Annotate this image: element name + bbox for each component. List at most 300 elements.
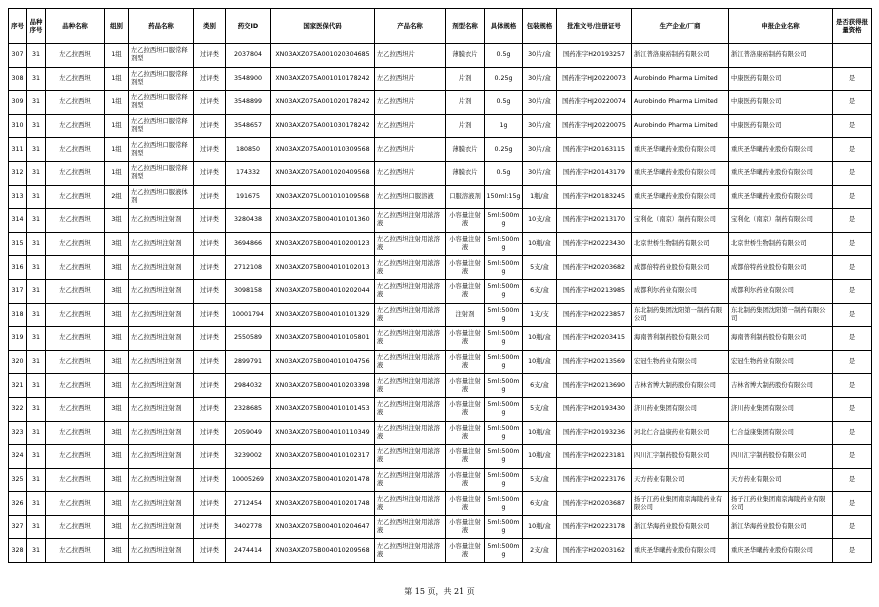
table-cell: 片剂 — [446, 91, 485, 115]
table-row — [9, 138, 872, 162]
table-cell: 30片/盒 — [523, 67, 557, 91]
table-cell: 5ml:500mg — [485, 256, 523, 280]
table-cell: 左乙拉西坦注射剂 — [129, 232, 194, 256]
table-cell: 10瓶/盒 — [523, 515, 557, 539]
table-cell: 325 — [9, 468, 27, 492]
table-cell: 5ml:500mg — [485, 374, 523, 398]
table-row — [9, 256, 872, 280]
table-cell: 国药准字H20213170 — [557, 209, 632, 233]
table-cell: 3098158 — [226, 279, 271, 303]
table-cell: 3239002 — [226, 445, 271, 469]
table-cell: 左乙拉西坦口服常释剂型 — [129, 67, 194, 91]
table-cell: 左乙拉西坦注射用浓溶液 — [375, 279, 446, 303]
table-cell: 左乙拉西坦 — [46, 421, 105, 445]
table-cell: 左乙拉西坦 — [46, 350, 105, 374]
table-cell: 中康医药有限公司 — [729, 91, 833, 115]
table-cell: 31 — [27, 468, 46, 492]
table-cell: XN03AXZ075B004010200123 — [271, 232, 375, 256]
table-cell: 5支/盒 — [523, 468, 557, 492]
table-cell: 0.5g — [485, 161, 523, 185]
table-cell: 5ml:500mg — [485, 397, 523, 421]
table-cell: XN03AXZ075B004010101360 — [271, 209, 375, 233]
table-cell: 309 — [9, 91, 27, 115]
table-cell: 31 — [27, 445, 46, 469]
table-cell: 5ml:500mg — [485, 209, 523, 233]
column-header: 组别 — [105, 9, 129, 44]
table-cell: 5ml:500mg — [485, 232, 523, 256]
table-cell: 国药准字H20143179 — [557, 161, 632, 185]
column-header: 剂型名称 — [446, 9, 485, 44]
table-cell: 30片/盒 — [523, 161, 557, 185]
table-cell: 扬子江药业集团南京海陵药业有限公司 — [632, 492, 729, 516]
table-cell: 31 — [27, 374, 46, 398]
table-cell: 1组 — [105, 161, 129, 185]
table-cell: XN03AXZ075B004010202044 — [271, 279, 375, 303]
table-cell: 31 — [27, 161, 46, 185]
table-cell: 成都倍特药业股份有限公司 — [632, 256, 729, 280]
table-cell: 314 — [9, 209, 27, 233]
table-cell: 左乙拉西坦 — [46, 303, 105, 327]
table-cell: 过评类 — [194, 256, 226, 280]
column-header: 批准文号/注册证号 — [557, 9, 632, 44]
table-cell: 31 — [27, 138, 46, 162]
table-cell: 国药准字H20203687 — [557, 492, 632, 516]
table-cell: 6支/盒 — [523, 279, 557, 303]
table-cell: 过评类 — [194, 232, 226, 256]
table-row — [9, 515, 872, 539]
table-cell: 31 — [27, 303, 46, 327]
table-cell: 308 — [9, 67, 27, 91]
table-cell: 左乙拉西坦片 — [375, 138, 446, 162]
table-cell: 3组 — [105, 374, 129, 398]
table-cell: 3组 — [105, 350, 129, 374]
table-cell: XN03AXZ075B004010204647 — [271, 515, 375, 539]
table-cell: 浙江普洛康裕制药有限公司 — [632, 44, 729, 68]
table-cell: 左乙拉西坦片 — [375, 114, 446, 138]
table-cell: 5ml:500mg — [485, 350, 523, 374]
table-cell: 左乙拉西坦注射用浓溶液 — [375, 303, 446, 327]
table-cell: 1支/支 — [523, 303, 557, 327]
table-header — [9, 9, 872, 44]
table-row — [9, 91, 872, 115]
page-footer: 第 15 页，共 21 页 — [404, 587, 475, 596]
table-cell: 吉林省博大制药股份有限公司 — [729, 374, 833, 398]
table-cell: 是 — [833, 91, 872, 115]
table-cell: 成都利尔药业有限公司 — [632, 279, 729, 303]
table-cell: XN03AXZ075B004010101453 — [271, 397, 375, 421]
table-cell: Aurobindo Pharma Limited — [632, 91, 729, 115]
table-cell: 小容量注射液 — [446, 492, 485, 516]
table-cell: 仁合益康集团有限公司 — [729, 421, 833, 445]
table-cell: 2712108 — [226, 256, 271, 280]
table-cell: 小容量注射液 — [446, 374, 485, 398]
table-cell: 3280438 — [226, 209, 271, 233]
table-cell: 左乙拉西坦口服溶液 — [375, 185, 446, 209]
table-cell: 31 — [27, 279, 46, 303]
column-header: 类别 — [194, 9, 226, 44]
table-cell: 中康医药有限公司 — [729, 114, 833, 138]
table-cell: 口服溶液剂 — [446, 185, 485, 209]
table-cell: 国药准字H20203415 — [557, 327, 632, 351]
table-cell: 是 — [833, 350, 872, 374]
column-header: 产品名称 — [375, 9, 446, 44]
column-header: 品种名称 — [46, 9, 105, 44]
table-cell: 2037804 — [226, 44, 271, 68]
table-cell: 左乙拉西坦注射用浓溶液 — [375, 539, 446, 563]
table-cell: 31 — [27, 539, 46, 563]
table-cell: 小容量注射液 — [446, 350, 485, 374]
table-cell: 5ml:500mg — [485, 279, 523, 303]
table-cell: 是 — [833, 397, 872, 421]
table-cell: 薄膜衣片 — [446, 138, 485, 162]
table-cell: 左乙拉西坦 — [46, 468, 105, 492]
table-cell: 左乙拉西坦注射剂 — [129, 303, 194, 327]
table-cell: 过评类 — [194, 397, 226, 421]
table-cell: 过评类 — [194, 67, 226, 91]
column-header: 申报企业名称 — [729, 9, 833, 44]
table-cell: 3组 — [105, 492, 129, 516]
table-cell: 3组 — [105, 209, 129, 233]
table-cell: 国药准字H20163115 — [557, 138, 632, 162]
table-cell: 3组 — [105, 421, 129, 445]
table-cell: 左乙拉西坦注射剂 — [129, 256, 194, 280]
table-cell: 左乙拉西坦注射用浓溶液 — [375, 421, 446, 445]
column-header: 序号 — [9, 9, 27, 44]
table-cell: XN03AXZ075B004010209568 — [271, 539, 375, 563]
table-cell: 成都利尔药业有限公司 — [729, 279, 833, 303]
table-cell: 过评类 — [194, 44, 226, 68]
table-cell: 左乙拉西坦口服液体剂 — [129, 185, 194, 209]
table-cell: 小容量注射液 — [446, 327, 485, 351]
table-cell: 5ml:500mg — [485, 327, 523, 351]
table-cell: 左乙拉西坦注射用浓溶液 — [375, 468, 446, 492]
table-cell: 311 — [9, 138, 27, 162]
table-cell: 3组 — [105, 515, 129, 539]
table-cell: XN03AXZ075B004010101329 — [271, 303, 375, 327]
table-cell: 宏冠生物药业有限公司 — [632, 350, 729, 374]
table-cell: 国药准字H20203162 — [557, 539, 632, 563]
table-cell: 小容量注射液 — [446, 397, 485, 421]
header-row — [9, 9, 872, 44]
table-cell: 5支/盒 — [523, 397, 557, 421]
table-cell: 180850 — [226, 138, 271, 162]
table-row — [9, 350, 872, 374]
table-cell: 3组 — [105, 327, 129, 351]
table-cell: 左乙拉西坦 — [46, 161, 105, 185]
table-cell: XN03AXZ075L001010109568 — [271, 185, 375, 209]
table-cell: 左乙拉西坦注射用浓溶液 — [375, 327, 446, 351]
table-cell: Aurobindo Pharma Limited — [632, 114, 729, 138]
table-cell: 5ml:500mg — [485, 468, 523, 492]
table-cell: 1组 — [105, 114, 129, 138]
table-cell: 国药准字HJ20220074 — [557, 91, 632, 115]
table-cell: 2984032 — [226, 374, 271, 398]
column-header: 药品名称 — [129, 9, 194, 44]
table-cell: 左乙拉西坦 — [46, 138, 105, 162]
table-cell: 是 — [833, 374, 872, 398]
table-cell: 323 — [9, 421, 27, 445]
table-cell: 左乙拉西坦注射剂 — [129, 445, 194, 469]
table-cell: 10瓶/盒 — [523, 232, 557, 256]
table-cell: 1组 — [105, 91, 129, 115]
table-cell: 6支/盒 — [523, 492, 557, 516]
table-cell: 济川药业集团有限公司 — [729, 397, 833, 421]
table-cell: 是 — [833, 492, 872, 516]
table-cell: 31 — [27, 67, 46, 91]
table-row — [9, 67, 872, 91]
table-cell: 321 — [9, 374, 27, 398]
table-cell: 天方药业有限公司 — [729, 468, 833, 492]
table-cell: 扬子江药业集团南京海陵药业有限公司 — [729, 492, 833, 516]
table-row — [9, 161, 872, 185]
table-cell: 326 — [9, 492, 27, 516]
table-cell: 国药准字H20193430 — [557, 397, 632, 421]
table-row — [9, 539, 872, 563]
table-cell: XN03AXZ075A001020304685 — [271, 44, 375, 68]
table-cell: 31 — [27, 232, 46, 256]
table-cell: 小容量注射液 — [446, 421, 485, 445]
table-cell: 3组 — [105, 256, 129, 280]
table-cell: 317 — [9, 279, 27, 303]
table-cell: 1瓶/盒 — [523, 185, 557, 209]
table-cell: 海南普利制药股份有限公司 — [632, 327, 729, 351]
table-cell: 左乙拉西坦注射剂 — [129, 492, 194, 516]
table-cell: 左乙拉西坦注射用浓溶液 — [375, 256, 446, 280]
column-header: 是否获得报量资格 — [833, 9, 872, 44]
table-cell: 328 — [9, 539, 27, 563]
table-cell: 左乙拉西坦注射用浓溶液 — [375, 350, 446, 374]
table-cell: 左乙拉西坦片 — [375, 161, 446, 185]
table-cell: 327 — [9, 515, 27, 539]
table-cell: 10瓶/盒 — [523, 445, 557, 469]
table-cell: 宝利化（南京）制药有限公司 — [632, 209, 729, 233]
table-cell: 31 — [27, 350, 46, 374]
table-cell: 过评类 — [194, 185, 226, 209]
table-row — [9, 114, 872, 138]
table-cell: 国药准字H20193236 — [557, 421, 632, 445]
table-cell: 3548899 — [226, 91, 271, 115]
table-cell: 174332 — [226, 161, 271, 185]
table-cell: 左乙拉西坦注射剂 — [129, 279, 194, 303]
table-cell: 左乙拉西坦口服常释剂型 — [129, 44, 194, 68]
table-cell: 四川汇宇制药股份有限公司 — [729, 445, 833, 469]
table-cell: XN03AXZ075B004010102013 — [271, 256, 375, 280]
table-row — [9, 44, 872, 68]
table-cell: XN03AXZ075A001020409568 — [271, 161, 375, 185]
table-cell: 宏冠生物药业有限公司 — [729, 350, 833, 374]
table-cell: 3548900 — [226, 67, 271, 91]
table-cell: 30片/盒 — [523, 44, 557, 68]
table-cell: 0.5g — [485, 44, 523, 68]
table-cell: 宝利化（南京）制药有限公司 — [729, 209, 833, 233]
table-cell: 过评类 — [194, 374, 226, 398]
table-cell: 31 — [27, 492, 46, 516]
table-cell: 是 — [833, 468, 872, 492]
table-cell: 3548657 — [226, 114, 271, 138]
table-cell: 左乙拉西坦注射用浓溶液 — [375, 492, 446, 516]
table-cell: 是 — [833, 185, 872, 209]
table-cell: 左乙拉西坦 — [46, 279, 105, 303]
table-cell: 小容量注射液 — [446, 232, 485, 256]
table-cell: 左乙拉西坦注射用浓溶液 — [375, 374, 446, 398]
table-cell: 左乙拉西坦 — [46, 515, 105, 539]
table-cell: 过评类 — [194, 138, 226, 162]
table-cell: 浙江华海药业股份有限公司 — [729, 515, 833, 539]
table-cell: 左乙拉西坦注射剂 — [129, 374, 194, 398]
table-cell: 中康医药有限公司 — [729, 67, 833, 91]
table-cell: 是 — [833, 138, 872, 162]
table-cell — [833, 44, 872, 68]
table-cell: 3402778 — [226, 515, 271, 539]
table-cell: 国药准字H20223176 — [557, 468, 632, 492]
table-cell: XN03AXZ075B004010110349 — [271, 421, 375, 445]
table-cell: 左乙拉西坦注射剂 — [129, 515, 194, 539]
table-cell: 10瓶/盒 — [523, 350, 557, 374]
table-cell: 1组 — [105, 138, 129, 162]
table-cell: 过评类 — [194, 161, 226, 185]
table-cell: 左乙拉西坦片 — [375, 44, 446, 68]
table-cell: 国药准字H20223430 — [557, 232, 632, 256]
table-cell: 左乙拉西坦注射剂 — [129, 539, 194, 563]
table-cell: 东北制药集团沈阳第一制药有限公司 — [632, 303, 729, 327]
table-cell: 2474414 — [226, 539, 271, 563]
table-cell: 3694866 — [226, 232, 271, 256]
table-cell: 10支/盒 — [523, 209, 557, 233]
table-cell: 左乙拉西坦 — [46, 114, 105, 138]
table-cell: 316 — [9, 256, 27, 280]
table-cell: 左乙拉西坦注射剂 — [129, 350, 194, 374]
table-cell: 左乙拉西坦 — [46, 67, 105, 91]
table-cell: 重庆圣华曦药业股份有限公司 — [729, 161, 833, 185]
table-row — [9, 445, 872, 469]
table-cell: 2组 — [105, 185, 129, 209]
table-cell: XN03AXZ075B004010104756 — [271, 350, 375, 374]
table-cell: 左乙拉西坦 — [46, 232, 105, 256]
table-cell: 319 — [9, 327, 27, 351]
table-cell: 浙江普洛康裕制药有限公司 — [729, 44, 833, 68]
table-cell: 10001794 — [226, 303, 271, 327]
table-cell: 2328685 — [226, 397, 271, 421]
table-cell: 5支/盒 — [523, 256, 557, 280]
column-header: 具体规格 — [485, 9, 523, 44]
table-cell: 左乙拉西坦口服常释剂型 — [129, 114, 194, 138]
table-cell: 是 — [833, 539, 872, 563]
table-row — [9, 185, 872, 209]
table-cell: XN03AXZ075B004010203398 — [271, 374, 375, 398]
table-cell: 3组 — [105, 303, 129, 327]
table-cell: 左乙拉西坦口服常释剂型 — [129, 91, 194, 115]
table-cell: 重庆圣华曦药业股份有限公司 — [632, 539, 729, 563]
table-cell: 过评类 — [194, 468, 226, 492]
table-cell: 过评类 — [194, 350, 226, 374]
table-cell: 320 — [9, 350, 27, 374]
table-cell: 是 — [833, 445, 872, 469]
table-cell: 小容量注射液 — [446, 279, 485, 303]
table-cell: 3组 — [105, 539, 129, 563]
table-cell: 31 — [27, 515, 46, 539]
table-cell: 左乙拉西坦 — [46, 256, 105, 280]
table-cell: 过评类 — [194, 539, 226, 563]
table-cell: XN03AXZ075A001020178242 — [271, 91, 375, 115]
table-cell: 3组 — [105, 279, 129, 303]
table-cell: 324 — [9, 445, 27, 469]
table-cell: 是 — [833, 515, 872, 539]
table-cell: 5ml:500mg — [485, 421, 523, 445]
table-cell: 5ml:500mg — [485, 492, 523, 516]
table-cell: 0.25g — [485, 67, 523, 91]
table-row — [9, 279, 872, 303]
table-cell: 313 — [9, 185, 27, 209]
table-row — [9, 397, 872, 421]
table-cell: 150ml:15g — [485, 185, 523, 209]
table-cell: 1组 — [105, 44, 129, 68]
table-cell: 过评类 — [194, 515, 226, 539]
table-cell: 左乙拉西坦注射剂 — [129, 421, 194, 445]
table-cell: 左乙拉西坦 — [46, 445, 105, 469]
table-cell: 过评类 — [194, 445, 226, 469]
table-cell: 过评类 — [194, 91, 226, 115]
column-header: 药交ID — [226, 9, 271, 44]
table-row — [9, 374, 872, 398]
table-cell: 1g — [485, 114, 523, 138]
table-cell: 海南普利制药股份有限公司 — [729, 327, 833, 351]
table-cell: 10瓶/盒 — [523, 421, 557, 445]
table-cell: 31 — [27, 256, 46, 280]
table-cell: 北京世桥生物制药有限公司 — [632, 232, 729, 256]
table-cell: 过评类 — [194, 492, 226, 516]
table-cell: 是 — [833, 303, 872, 327]
column-header: 品种序号 — [27, 9, 46, 44]
table-cell: 是 — [833, 256, 872, 280]
table-cell: 左乙拉西坦注射剂 — [129, 327, 194, 351]
table-cell: 左乙拉西坦 — [46, 539, 105, 563]
table-body — [9, 44, 872, 563]
table-cell: 左乙拉西坦 — [46, 492, 105, 516]
table-cell: 济川药业集团有限公司 — [632, 397, 729, 421]
table-cell: XN03AXZ075A001010178242 — [271, 67, 375, 91]
table-cell: 左乙拉西坦片 — [375, 67, 446, 91]
table-cell: 左乙拉西坦 — [46, 327, 105, 351]
table-cell: 国药准字H20183245 — [557, 185, 632, 209]
table-cell: 薄膜衣片 — [446, 161, 485, 185]
table-cell: 国药准字H20213690 — [557, 374, 632, 398]
table-cell: 6支/盒 — [523, 374, 557, 398]
table-cell: 薄膜衣片 — [446, 44, 485, 68]
table-row — [9, 327, 872, 351]
table-cell: 3组 — [105, 232, 129, 256]
table-cell: 1组 — [105, 67, 129, 91]
table-cell: 国药准字HJ20220075 — [557, 114, 632, 138]
table-cell: 左乙拉西坦注射用浓溶液 — [375, 445, 446, 469]
table-row — [9, 492, 872, 516]
table-cell: 重庆圣华曦药业股份有限公司 — [632, 138, 729, 162]
table-cell: 3组 — [105, 468, 129, 492]
table-cell: 过评类 — [194, 421, 226, 445]
table-row — [9, 232, 872, 256]
table-cell: 小容量注射液 — [446, 256, 485, 280]
table-cell: 307 — [9, 44, 27, 68]
table-cell: 是 — [833, 161, 872, 185]
table-cell: 国药准字H20213569 — [557, 350, 632, 374]
table-cell: 是 — [833, 279, 872, 303]
table-cell: 2支/盒 — [523, 539, 557, 563]
table-cell: 小容量注射液 — [446, 445, 485, 469]
table-cell: 成都倍特药业股份有限公司 — [729, 256, 833, 280]
table-cell: 310 — [9, 114, 27, 138]
table-cell: 0.25g — [485, 138, 523, 162]
table-cell: 左乙拉西坦注射用浓溶液 — [375, 232, 446, 256]
table-cell: 2550589 — [226, 327, 271, 351]
